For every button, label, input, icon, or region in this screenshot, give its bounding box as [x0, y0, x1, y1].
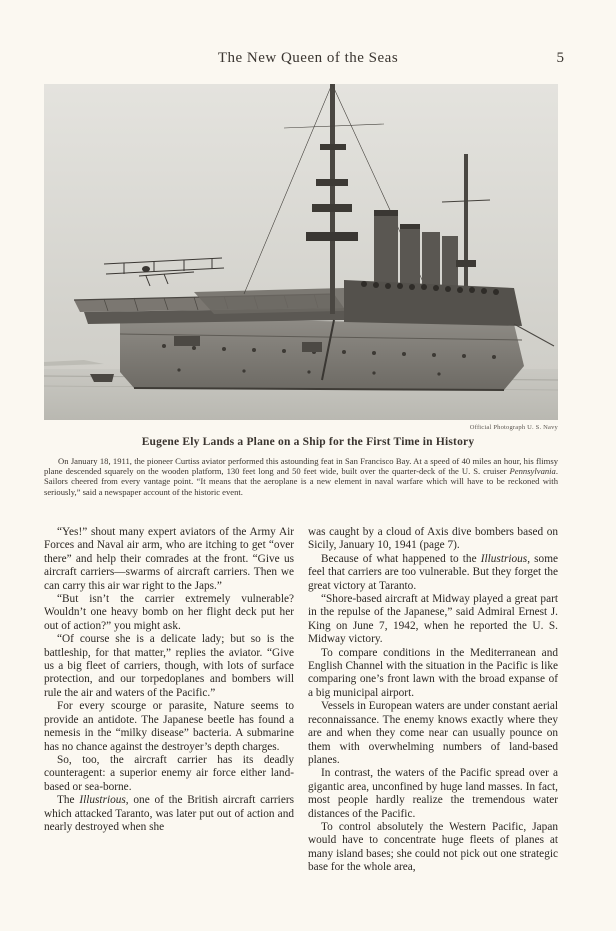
paragraph: Vessels in European waters are under constant aerial reconnaissance. The enemy knows exactly where they are and when they come near can usually pounce on them with overwhelming numbers of land-based planes. — [308, 700, 558, 766]
caption-text-1: On January 18, 1911, the pioneer Curtiss aviator performed this astounding feat in San Francisco Bay. At a speed of 40 miles an hour, his flimsy plane descended squarely on the wooden platform, 130 feet long and 50 feet wide, built over the quarter-deck of the U. S. cruiser — [44, 456, 558, 477]
ship-photograph — [44, 84, 558, 420]
paragraph-text: The — [57, 794, 80, 807]
paragraph-text: Because of what happened to the — [321, 552, 481, 565]
caption-body — [44, 456, 558, 497]
paragraph: To control absolutely the Western Pacific, Japan would have to concentrate huge fleets of planes at many island bases; she could not pick out one strategic base for the whole area, — [308, 820, 558, 874]
uss-pennsylvania-illustration — [44, 84, 558, 420]
paragraph — [308, 553, 558, 593]
paragraph-text: , one of the British aircraft carriers which attacked Taranto, was later put out of action and nearly destroyed when she — [44, 794, 294, 833]
paragraph: “But isn’t the carrier extremely vulnerable? Wouldn’t one heavy bomb on her flight deck put her out of action?” you might ask. — [44, 593, 294, 632]
paragraph: “Of course she is a delicate lady; but so is the battleship, for that matter,” replies the aviator. “Give us a big fleet of carriers, though, with lots of surface protection, and our torpedoplanes and bombers will rule the air and waters of the Pacific.” — [44, 633, 294, 699]
caption-title: Eugene Ely Lands a Plane on a Ship for the First Time in History — [141, 436, 475, 448]
article-column-right — [308, 526, 558, 875]
paragraph: was caught by a cloud of Axis dive bombers based on Sicily, January 10, 1941 (page 7). — [308, 526, 558, 552]
caption-ship-name: Pennsylvania — [509, 466, 556, 477]
running-title: The New Queen of the Seas — [217, 50, 399, 66]
paragraph: “Yes!” shout many expert aviators of the Army Air Forces and Naval air arm, who are itching to get “over there” and help their comrades at the front. “Give us aircraft carriers—swarms of aircraft carriers. Then we can carry this air war right to the Japs.” — [44, 526, 294, 592]
paragraph: In contrast, the waters of the Pacific spread over a gigantic area, unconfined by huge land masses. In fact, most people hardly realize the tremendous water distances of the Pacific. — [308, 767, 558, 820]
paragraph: “Shore-based aircraft at Midway played a great part in the repulse of the Japanese,” said Admiral Ernest J. King on June 7, 1942, when he reported the U. S. Midway victory. — [308, 593, 558, 646]
photo-credit: Official Photograph U. S. Navy — [469, 424, 558, 431]
paragraph: So, too, the aircraft carrier has its deadly counteragent: a superior enemy air force either land-based or sea-borne. — [44, 753, 294, 793]
paragraph: To compare conditions in the Mediterranean and English Channel with the situation in the Pacific is like comparing one’s front lawn with the broad expanse of a big municipal airport. — [308, 646, 558, 699]
paragraph: For every scourge or parasite, Nature seems to provide an antidote. The Japanese beetle has found a nemesis in the “milky disease” bacteria. A submarine has no chance against the destroyer’s depth charges. — [44, 700, 294, 753]
page-number: 5 — [556, 50, 564, 66]
paragraph-text: , some feel that carriers are too vulnerable. But they forget the great victory at Taranto. — [308, 552, 558, 592]
paragraph — [44, 794, 294, 834]
ship-name: Illustrious — [480, 552, 528, 565]
article-column-left — [44, 526, 294, 834]
caption-text-2: . Sailors cheered from every vantage point. “It means that the aeroplane is a new element in naval warfare which will have to be reckoned with seriously,” said a newspaper account of the historic event. — [44, 466, 558, 497]
ship-name: Illustrious — [79, 794, 126, 807]
